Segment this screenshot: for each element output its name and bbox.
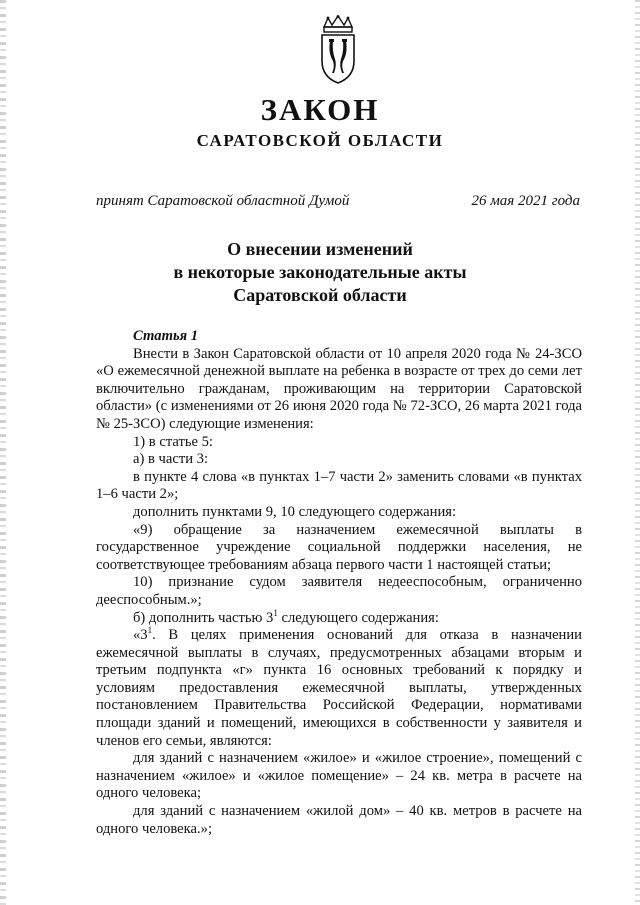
heading-line-3: Саратовской области: [233, 285, 407, 305]
article-label: Статья 1: [133, 328, 199, 344]
adoption-date: 26 мая 2021 года: [471, 193, 580, 209]
heading-line-2: в некоторые законодательные акты: [173, 262, 467, 282]
text-segment: б) дополнить частью 3: [133, 609, 274, 626]
paragraph: Внести в Закон Саратовской области от 10 апреля 2020 года № 24-ЗСО «О ежемесячной денежной выплате на ребенка в возрасте от трех до семи лет включительно гражданам, проживающим на территории Саратовской области» (с изменениями от 26 июня 2020 года № 72-ЗСО, 26 марта 2021 года № 25-ЗСО) следующие изменения:: [96, 345, 582, 432]
article-body: [96, 328, 582, 838]
text-segment: «3: [133, 627, 148, 644]
law-region: САРАТОВСКОЙ ОБЛАСТИ: [196, 131, 444, 150]
paragraph: а) в части 3:: [133, 451, 209, 468]
paragraph: для зданий с назначением «жилое» и «жилое строение», помещений с назначением «жилое» и «жилое помещение» – 24 кв. метра в расчете на одного человека;: [96, 750, 582, 802]
paragraph: для зданий с назначением «жилой дом» – 40 кв. метров в расчете на одного человека.»;: [96, 803, 582, 837]
paragraph: 10) признание судом заявителя недееспособным, ограниченно дееспособным.»;: [96, 574, 582, 608]
superscript: 1: [147, 625, 153, 636]
text-segment: . В целях применения оснований для отказа в назначении ежемесячной выплаты в случаях, предусмотренных абзацами вторым и третьим подпункта «г» пункта 16 основных требований к порядку и условиям предоставления ежемесячной выплаты, утвержденных постановлением Правительства Российской Федерации, нормативами площади зданий и помещений, имеющихся в собственности у заявителя и членов его семьи, являются:: [96, 627, 582, 749]
heading-line-1: О внесении изменений: [227, 239, 413, 259]
law-title: ЗАКОН: [260, 92, 380, 127]
paragraph: 1) в статье 5:: [133, 433, 213, 450]
law-heading: [0, 238, 640, 307]
coat-of-arms-icon: [318, 15, 358, 85]
paragraph: [96, 627, 582, 750]
paragraph: дополнить пунктами 9, 10 следующего содержания:: [133, 503, 457, 520]
paragraph: «9) обращение за назначением ежемесячной выплаты в государственное учреждение социальной поддержки населения, не соответствующее требованиям абзаца первого части 1 настоящей статьи;: [96, 521, 582, 573]
superscript: 1: [273, 607, 278, 618]
text-segment: следующего содержания:: [277, 609, 439, 626]
adopted-by: принят Саратовской областной Думой: [96, 193, 350, 209]
paragraph: [96, 607, 582, 628]
paragraph: в пункте 4 слова «в пунктах 1–7 части 2» заменить словами «в пунктах 1–6 части 2»;: [96, 468, 582, 503]
